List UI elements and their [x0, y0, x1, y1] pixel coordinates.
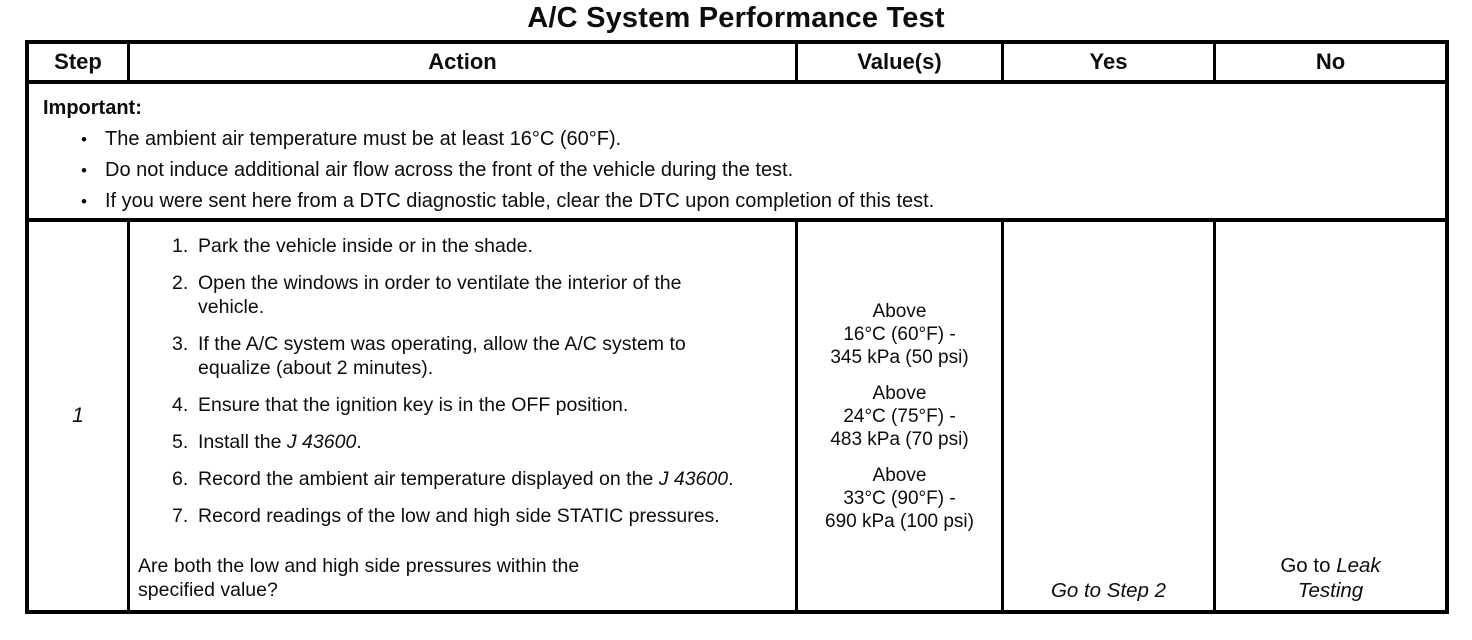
- value-line: Above: [872, 464, 927, 486]
- important-bullet-2: [81, 155, 1431, 186]
- action-text: [198, 430, 362, 454]
- action-number: 5.: [172, 431, 189, 453]
- important-section: [29, 84, 1445, 222]
- action-item-3: [172, 332, 787, 380]
- no-outcome-pre: Go to: [1280, 554, 1337, 577]
- ac-performance-test-table: [25, 40, 1449, 614]
- value-line: Above: [872, 300, 927, 322]
- value-line: 345 kPa (50 psi): [830, 346, 969, 368]
- bullet-text: Do not induce additional air flow across the front of the vehicle during the test.: [105, 159, 794, 181]
- values-cell: [798, 222, 1004, 610]
- tool-name: J 43600: [658, 468, 729, 490]
- header-cell-values: Value(s): [798, 44, 1004, 84]
- action-text-post: .: [356, 431, 362, 453]
- action-number: 6.: [172, 468, 189, 490]
- value-block-2: [830, 382, 968, 451]
- page-title: A/C System Performance Test: [527, 2, 945, 34]
- action-text-pre: Install the: [198, 431, 287, 453]
- no-cell: [1216, 222, 1445, 610]
- action-number: 4.: [172, 394, 189, 416]
- action-text-pre: Record the ambient air temperature displayed on the: [198, 468, 659, 490]
- no-outcome-destination: Leak Testing: [1297, 554, 1381, 602]
- action-number: 1.: [172, 235, 189, 257]
- value-line: Above: [872, 382, 927, 404]
- header-cell-no: No: [1216, 44, 1445, 84]
- action-number: 3.: [172, 333, 189, 355]
- header-cell-yes: Yes: [1004, 44, 1216, 84]
- action-text-post: .: [728, 468, 734, 490]
- yes-cell: [1004, 222, 1216, 610]
- question-text: Are both the low and high side pressures within the specified value?: [138, 555, 580, 601]
- value-line: 690 kPa (100 psi): [825, 510, 974, 532]
- action-text: [198, 467, 734, 491]
- action-item-4: [172, 393, 787, 417]
- bullet-icon: •: [81, 161, 87, 180]
- important-bullet-1: [81, 124, 1431, 155]
- action-text: If the A/C system was operating, allow the A/C system to equalize (about 2 minutes).: [198, 333, 686, 379]
- action-text: Record readings of the low and high side STATIC pressures.: [198, 505, 720, 527]
- tool-name: J 43600: [286, 431, 357, 453]
- bullet-icon: •: [81, 192, 87, 211]
- yes-outcome-text: Go to Step 2: [1050, 579, 1167, 602]
- header-cell-action: Action: [130, 44, 798, 84]
- important-bullet-3: [81, 186, 1431, 217]
- value-block-3: [825, 464, 974, 533]
- no-outcome-text: [1265, 553, 1397, 603]
- value-line: 24°C (75°F) -: [843, 405, 956, 427]
- value-line: 33°C (90°F) -: [843, 487, 956, 509]
- value-block-1: [830, 300, 968, 369]
- action-cell: [130, 222, 798, 610]
- action-text: Ensure that the ignition key is in the OFF position.: [198, 394, 629, 416]
- action-text: Park the vehicle inside or in the shade.: [198, 235, 533, 257]
- action-text: Open the windows in order to ventilate the interior of the vehicle.: [198, 272, 682, 318]
- action-number: 7.: [172, 505, 189, 527]
- important-label: Important:: [43, 97, 142, 119]
- action-item-5: [172, 430, 787, 454]
- action-item-1: [172, 234, 787, 258]
- action-item-2: [172, 271, 787, 319]
- bullet-text: If you were sent here from a DTC diagnostic table, clear the DTC upon completion of this test.: [105, 190, 935, 212]
- bullet-icon: •: [81, 130, 87, 149]
- action-item-7: [172, 504, 787, 528]
- step-number-cell: 1: [29, 222, 130, 610]
- header-cell-step: Step: [29, 44, 130, 84]
- action-number: 2.: [172, 272, 189, 294]
- value-line: 16°C (60°F) -: [843, 323, 956, 345]
- bullet-text: The ambient air temperature must be at least 16°C (60°F).: [105, 128, 622, 150]
- value-line: 483 kPa (70 psi): [830, 428, 969, 450]
- action-item-6: [172, 467, 787, 491]
